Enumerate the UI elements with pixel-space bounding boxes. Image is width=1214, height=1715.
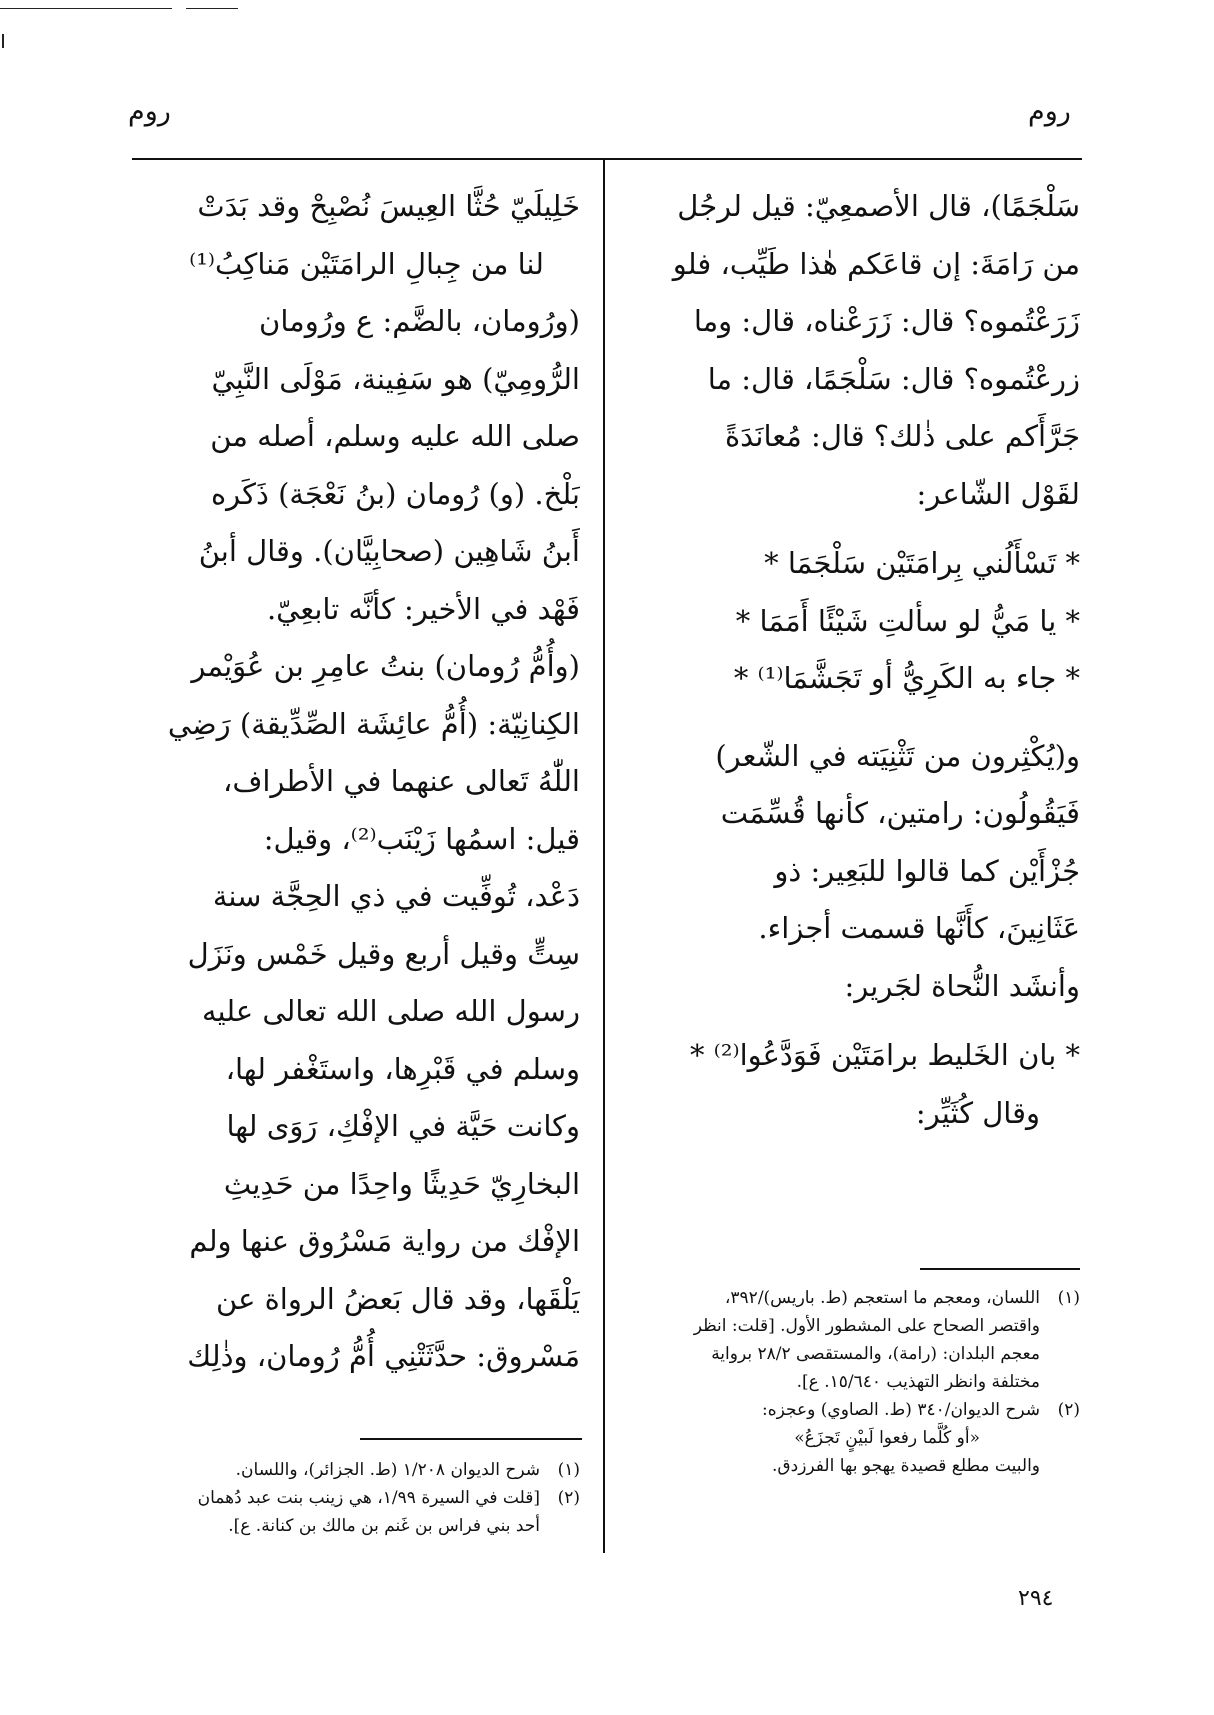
- page-number: ٢٩٤: [1018, 1586, 1054, 1611]
- footnote-body: [630, 1284, 1040, 1396]
- footnote-line: اللسان، ومعجم ما استعجم (ط. باريس)/٣٩٢،: [724, 1288, 1040, 1308]
- text-line: و(يُكْثِرون من تَثْنِيَته في الشّعر): [715, 738, 1080, 773]
- footnote-number: (١): [557, 1460, 580, 1480]
- scan-edge-line-1: [0, 8, 172, 9]
- footnote-line: «أو كُلَّما رفعوا لَبيْنٍ تَجزَعُ»: [794, 1428, 980, 1448]
- text-line: وكانت حَيَّة في الإفْكِ، رَوَى لها: [226, 1109, 580, 1143]
- footnote-rule-right: [920, 1268, 1080, 1270]
- text-line: رسول الله صلى الله تعالى عليه: [201, 994, 580, 1028]
- right-column: [636, 178, 1080, 1142]
- text-line: قيل: اسمُها زَيْنَب⁽²⁾، وقيل:: [263, 821, 580, 856]
- left-column: [130, 178, 580, 1386]
- footnote: [140, 1456, 580, 1484]
- text-line: الرُّومِيّ) هو سَفِينة، مَوْلَى النَّبِيّ: [211, 361, 580, 396]
- text-line: الإفْك من رواية مَسْرُوق عنها ولم: [189, 1224, 580, 1258]
- verse-line: * تَسْأَلُني بِرامَتَيْن سَلْجَمَا *: [764, 546, 1080, 580]
- footnote-line: شرح الديوان ١/٢٠٨ (ط. الجزائر)، واللسان.: [235, 1460, 540, 1480]
- text-line: زَرَعْتُموه؟ قال: زَرَعْناه، قال: وما: [693, 304, 1080, 338]
- text-line: وقال كُثَيِّر:: [915, 1095, 1040, 1130]
- text-line: سَلْجَمًا)، قال الأصمعِيّ: قيل لرجُل: [677, 189, 1080, 223]
- text-line: جُزْأَيْن كما قالوا للبَعِير: ذو: [774, 853, 1080, 888]
- text-line: اللّٰهُ تَعالى عنهما في الأطراف،: [222, 764, 580, 798]
- footnote: [630, 1284, 1080, 1396]
- text-line: بَلْخ. (و) رُومان (بنُ نَعْجَة) ذَكَره: [210, 476, 580, 511]
- footnote-number: (١): [1057, 1288, 1080, 1308]
- header-word-left: روم: [128, 96, 171, 127]
- footnote-rule-left: [360, 1438, 582, 1440]
- text-line: لقَوْل الشّاعر:: [916, 476, 1080, 511]
- text-line: أَبنُ شَاهِين (صحابِيَّان). وقال أبنُ: [198, 534, 580, 568]
- text-line: دَعْد، تُوفِّيت في ذي الحِجَّة سنة: [212, 879, 580, 913]
- text-line: مَسْروق: حدَّثَتْنِي أُمُّ رُومان، وذٰلِك: [187, 1339, 580, 1373]
- text-line: من رَامَةَ: إن قاعَكم هٰذا طَيِّب، فلو: [672, 246, 1080, 281]
- text-line: جَرَّأَكم على ذٰلك؟ قال: مُعانَدَةً: [724, 419, 1080, 453]
- footnote-number: (٢): [557, 1488, 580, 1508]
- scan-edge-mark: [2, 34, 4, 48]
- text-line: فَهْد في الأخير: كأنَّه تابعِيّ.: [266, 591, 580, 626]
- footnote-line: مختلفة وانظر التهذيب ١٥/٦٤٠. ع].: [796, 1372, 1040, 1392]
- text-line: (وأُمُّ رُومان) بنتُ عامِرِ بن عُوَيْمر: [191, 649, 580, 683]
- header-word-right: روم: [1028, 96, 1071, 127]
- footnote-body: [140, 1456, 540, 1484]
- footnote-line: [قلت في السيرة ١/٩٩، هي زينب بنت عبد دُهمان: [197, 1488, 540, 1508]
- text-line: عَثَانِينَ، كأَنَّها قسمت أجزاء.: [758, 911, 1080, 945]
- footnote: [630, 1396, 1080, 1480]
- footnote-line: واقتصر الصحاح على المشطور الأول. [قلت: انظر: [693, 1316, 1040, 1336]
- text-line: صلى الله عليه وسلم، أصله من: [210, 419, 580, 453]
- footnotes-left: [140, 1456, 580, 1540]
- text-line: زرعْتُموه؟ قال: سَلْجَمًا، قال: ما: [707, 361, 1080, 396]
- footnote-line: والبيت مطلع قصيدة يهجو بها الفرزدق.: [772, 1456, 1040, 1476]
- footnotes-right: [630, 1284, 1080, 1480]
- footnote-line: معجم البلدان: (رامة)، والمستقصى ٢٨/٢ برواية: [711, 1344, 1040, 1364]
- footnote-line: أحد بني فراس بن غَنم بن مالك بن كنانة. ع].: [228, 1516, 540, 1536]
- text-line: البخارِيّ حَدِيثًا واحِدًا من حَدِيثِ: [223, 1166, 580, 1201]
- footnote-body: [140, 1484, 540, 1540]
- footnote-body: [630, 1396, 1040, 1480]
- text-line: (ورُومان، بالضَّم: ع ورُومان: [259, 304, 580, 338]
- verse-line: * جاء به الكَرِيُّ أو تَجَشَّمَا⁽¹⁾ *: [733, 661, 1080, 695]
- verse-line: * بان الخَليط برامَتَيْن فَوَدَّعُوا⁽²⁾ *: [689, 1038, 1080, 1072]
- footnote: [140, 1484, 580, 1540]
- text-line: يَلْقَها، وقد قال بَعضُ الرواة عن: [216, 1281, 580, 1316]
- verse-line: خَلِيلَيّ حُثَّا العِيسَ نُصْبِحْ وقد بَدَتْ: [197, 189, 580, 223]
- footnote-number: (٢): [1057, 1400, 1080, 1420]
- text-line: وأنشَد النُّحاة لجَرير:: [844, 968, 1080, 1003]
- text-line: فَيَقُولُون: رامتين، كأنها قُسِّمَت: [720, 796, 1080, 830]
- verse-line: لنا من جِبالِ الرامَتَيْن مَناكِبُ⁽¹⁾: [189, 246, 544, 281]
- text-line: الكِنانِيّة: (أُمُّ عائِشَة الصِّدِّيقة) رَضِي: [167, 706, 580, 741]
- text-line: سِتٍّ وقيل أربع وقيل خَمْس ونَزَل: [187, 936, 580, 971]
- column-divider: [603, 160, 605, 1553]
- text-line: وسلم في قَبْرِها، واستَغْفر لها،: [225, 1051, 580, 1086]
- header-rule: [132, 158, 1082, 160]
- footnote-line: شرح الديوان/٣٤٠ (ط. الصاوي) وعجزه:: [762, 1400, 1040, 1420]
- verse-line: * يا مَيُّ لو سألتِ شَيْئًا أَمَمَا *: [735, 603, 1080, 638]
- scan-edge-line-2: [186, 8, 238, 9]
